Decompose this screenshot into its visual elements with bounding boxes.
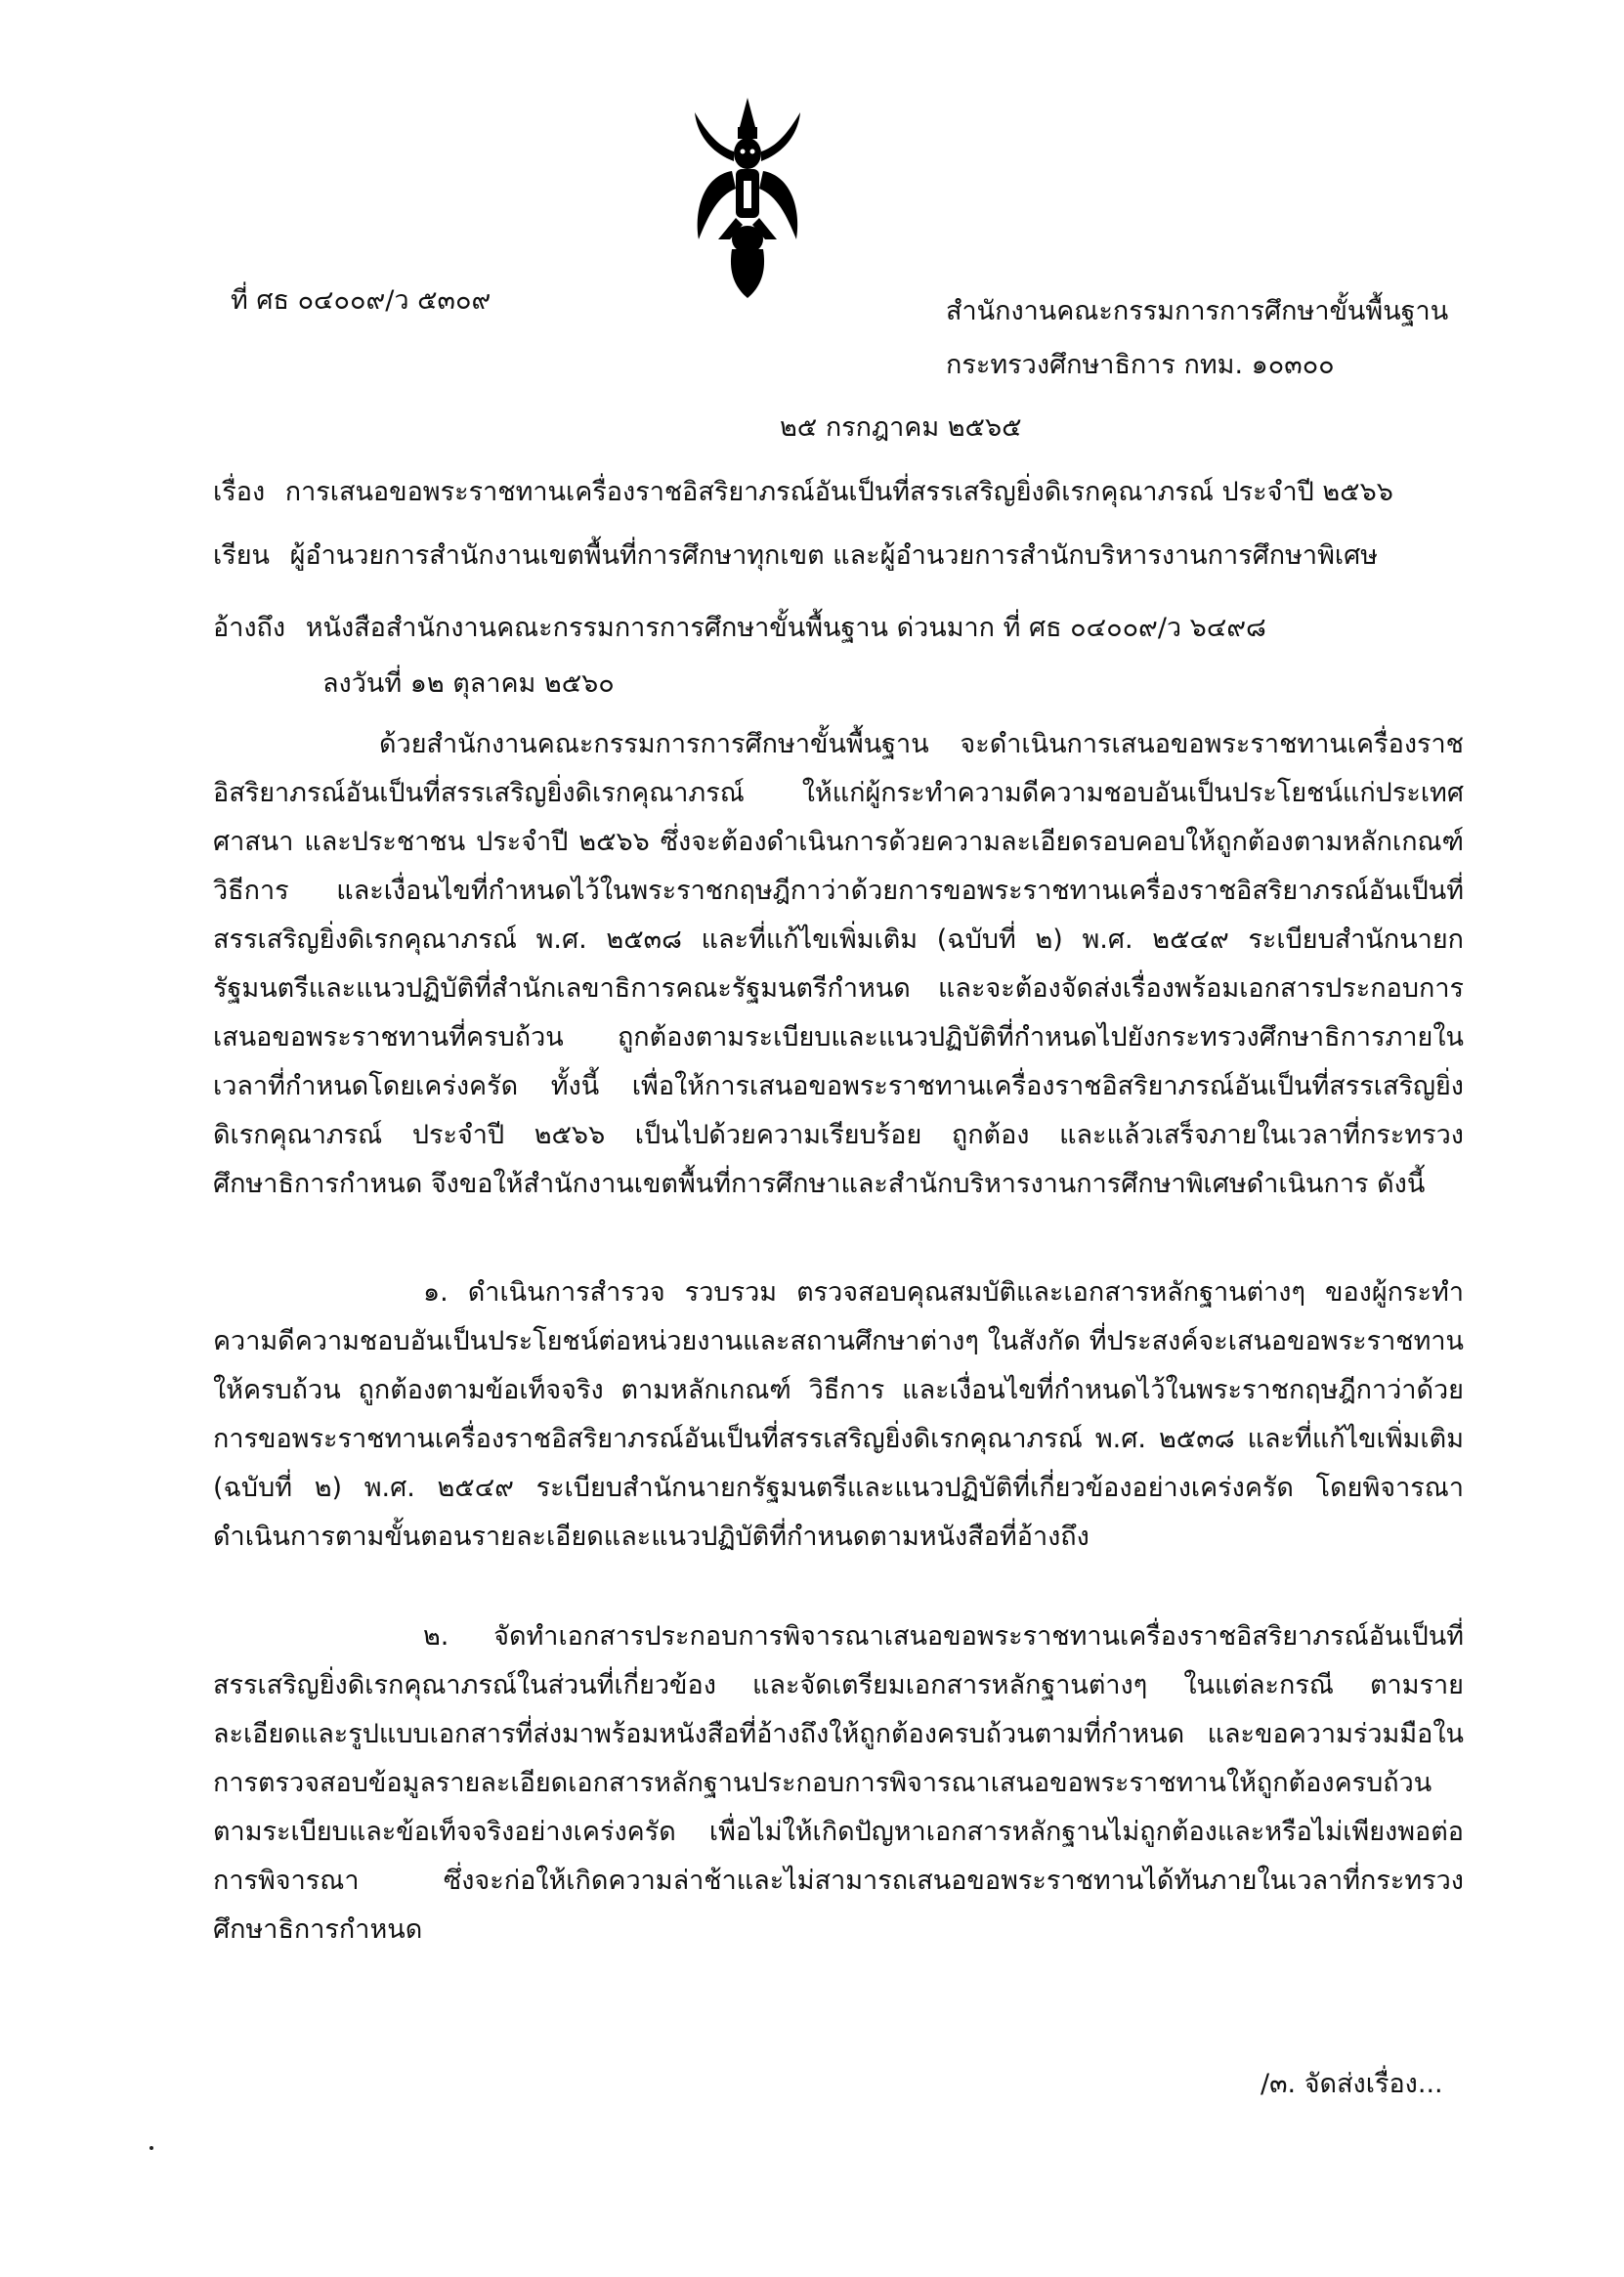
subject-line xyxy=(213,477,1393,508)
body-paragraph-intro: ด้วยสำนักงานคณะกรรมการการศึกษาขั้นพื้นฐาน จะดำเนินการเสนอขอพระราชทานเครื่องราชอิสริยาภรณ์อันเป็นที่สรรเสริญยิ่งดิเรกคุณาภรณ์ ให้แก่ผู้กระทำความดีความชอบอันเป็นประโยชน์แก่ประเทศ ศาสนา และประชาชน ประจำปี ๒๕๖๖ ซึ่งจะต้องดำเนินการด้วยความละเอียดรอบคอบให้ถูกต้องตามหลักเกณฑ์ วิธีการ และเงื่อนไขที่กำหนดไว้ในพระราชกฤษฎีกาว่าด้วยการขอพระราชทานเครื่องราชอิสริยาภรณ์อันเป็นที่สรรเสริญยิ่งดิเรกคุณาภรณ์ พ.ศ. ๒๕๓๘ และที่แก้ไขเพิ่มเติม (ฉบับที่ ๒) พ.ศ. ๒๕๔๙ ระเบียบสำนักนายกรัฐมนตรีและแนวปฏิบัติที่สำนักเลขาธิการคณะรัฐมนตรีกำหนด และจะต้องจัดส่งเรื่องพร้อมเอกสารประกอบการเสนอขอพระราชทานที่ครบถ้วน ถูกต้องตามระเบียบและแนวปฏิบัติที่กำหนดไปยังกระทรวงศึกษาธิการภายในเวลาที่กำหนดโดยเคร่งครัด ทั้งนี้ เพื่อให้การเสนอขอพระราชทานเครื่องราชอิสริยาภรณ์อันเป็นที่สรรเสริญยิ่งดิเรกคุณาภรณ์ ประจำปี ๒๕๖๖ เป็นไปด้วยความเรียบร้อย ถูกต้อง และแล้วเสร็จภายในเวลาที่กระทรวงศึกษาธิการกำหนด จึงขอให้สำนักงานเขตพื้นที่การศึกษาและสำนักบริหารงานการศึกษาพิเศษดำเนินการ ดังนี้ xyxy=(213,729,1464,1199)
reference-line xyxy=(213,613,1266,644)
subject-label: เรื่อง xyxy=(213,477,266,507)
recipient-line xyxy=(213,540,1378,572)
document-date: ๒๕ กรกฎาคม ๒๕๖๕ xyxy=(780,412,1022,443)
body-paragraph-item-1: ๑. ดำเนินการสำรวจ รวบรวม ตรวจสอบคุณสมบัติและเอกสารหลักฐานต่างๆ ของผู้กระทำความดีความชอบอันเป็นประโยชน์ต่อหน่วยงานและสถานศึกษาต่างๆ ในสังกัด ที่ประสงค์จะเสนอขอพระราชทานให้ครบถ้วน ถูกต้องตามข้อเท็จจริง ตามหลักเกณฑ์ วิธีการ และเงื่อนไขที่กำหนดไว้ในพระราชกฤษฎีกาว่าด้วยการขอพระราชทานเครื่องราชอิสริยาภรณ์อันเป็นที่สรรเสริญยิ่งดิเรกคุณาภรณ์ พ.ศ. ๒๕๓๘ และที่แก้ไขเพิ่มเติม (ฉบับที่ ๒) พ.ศ. ๒๕๔๙ ระเบียบสำนักนายกรัฐมนตรีและแนวปฏิบัติที่เกี่ยวข้องอย่างเคร่งครัด โดยพิจารณาดำเนินการตามขั้นตอนรายละเอียดและแนวปฏิบัติที่กำหนดตามหนังสือที่อ้างถึง xyxy=(213,1277,1464,1552)
reference-date: ลงวันที่ ๑๒ ตุลาคม ๒๕๖๐ xyxy=(322,668,615,699)
body-paragraph-item-2: ๒. จัดทำเอกสารประกอบการพิจารณาเสนอขอพระราชทานเครื่องราชอิสริยาภรณ์อันเป็นที่สรรเสริญยิ่งดิเรกคุณาภรณ์ในส่วนที่เกี่ยวข้อง และจัดเตรียมเอกสารหลักฐานต่างๆ ในแต่ละกรณี ตามรายละเอียดและรูปแบบเอกสารที่ส่งมาพร้อมหนังสือที่อ้างถึงให้ถูกต้องครบถ้วนตามที่กำหนด และขอความร่วมมือในการตรวจสอบข้อมูลรายละเอียดเอกสารหลักฐานประกอบการพิจารณาเสนอขอพระราชทานให้ถูกต้องครบถ้วนตามระเบียบและข้อเท็จจริงอย่างเคร่งครัด เพื่อไม่ให้เกิดปัญหาเอกสารหลักฐานไม่ถูกต้องและหรือไม่เพียงพอต่อการพิจารณา ซึ่งจะก่อให้เกิดความล่าช้าและไม่สามารถเสนอขอพระราชทานได้ทันภายในเวลาที่กระทรวงศึกษาธิการกำหนด xyxy=(213,1621,1464,1945)
reference-text: หนังสือสำนักงานคณะกรรมการการศึกษาขั้นพื้นฐาน ด่วนมาก ที่ ศธ ๐๔๐๐๙/ว ๖๔๙๘ xyxy=(305,613,1266,643)
recipient-label: เรียน xyxy=(213,540,271,571)
garuda-emblem-icon xyxy=(689,93,806,303)
scan-speck xyxy=(150,2146,153,2150)
continuation-note: /๓. จัดส่งเรื่อง... xyxy=(1261,2069,1443,2099)
recipient-text: ผู้อำนวยการสำนักงานเขตพื้นที่การศึกษาทุกเขต และผู้อำนวยการสำนักบริหารงานการศึกษาพิเศษ xyxy=(289,540,1379,571)
reference-label: อ้างถึง xyxy=(213,613,286,643)
sender-address: กระทรวงศึกษาธิการ กทม. ๑๐๓๐๐ xyxy=(946,350,1335,380)
document-number: ที่ ศธ ๐๔๐๐๙/ว ๕๓๐๙ xyxy=(231,285,491,316)
subject-text: การเสนอขอพระราชทานเครื่องราชอิสริยาภรณ์อันเป็นที่สรรเสริญยิ่งดิเรกคุณาภรณ์ ประจำปี ๒๕๖๖ xyxy=(284,477,1393,507)
sender-office: สำนักงานคณะกรรมการการศึกษาขั้นพื้นฐาน xyxy=(946,296,1449,326)
